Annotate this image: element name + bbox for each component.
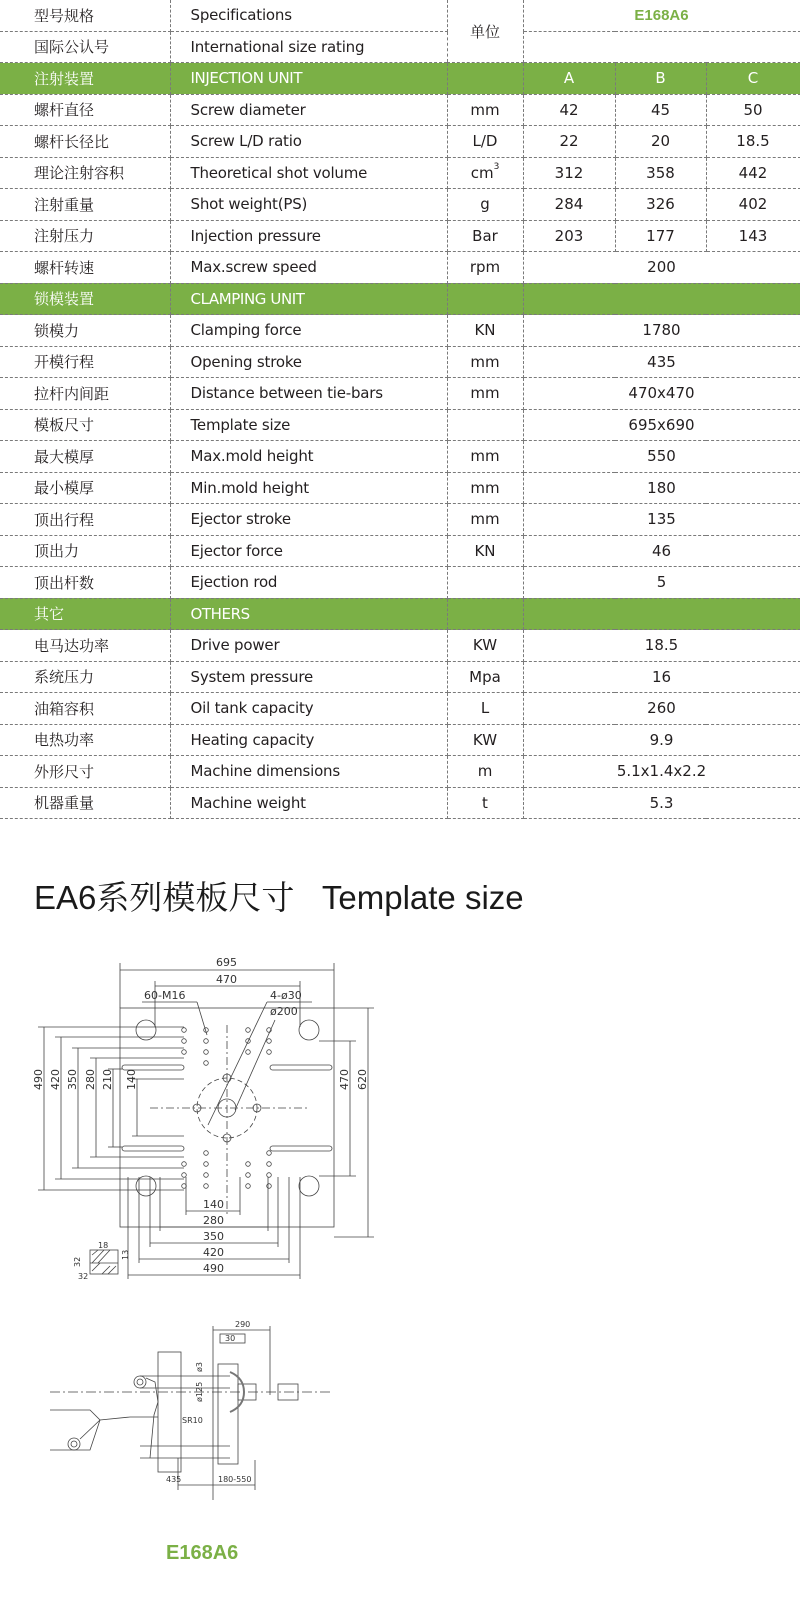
param-name-cn: 理论注射容积 <box>0 157 170 189</box>
param-name-en: System pressure <box>170 661 447 693</box>
param-unit <box>447 157 523 189</box>
tslot-dim-32-b: 32 <box>78 1272 89 1280</box>
param-value: 18.5 <box>706 126 800 158</box>
spec-row <box>0 409 800 441</box>
unit-header: 单位 <box>447 0 523 63</box>
dim-left-210: 210 <box>101 1069 114 1090</box>
spec-row <box>0 126 800 158</box>
param-value: 326 <box>615 189 706 221</box>
param-unit: L/D <box>447 126 523 158</box>
section-title-cn: 注射装置 <box>0 63 170 95</box>
param-name-cn: 注射重量 <box>0 189 170 221</box>
param-name-cn: 最小模厚 <box>0 472 170 504</box>
param-value: 42 <box>523 94 615 126</box>
param-value: 5 <box>523 567 800 599</box>
param-value: 550 <box>523 441 800 473</box>
spec-cn-label: 型号规格 <box>0 0 170 31</box>
spec-row <box>0 189 800 221</box>
param-value: 135 <box>523 504 800 536</box>
param-value: 9.9 <box>523 724 800 756</box>
section-title-cn: 锁模装置 <box>0 283 170 315</box>
param-unit: rpm <box>447 252 523 284</box>
param-name-cn: 螺杆转速 <box>0 252 170 284</box>
model-caption: E168A6 <box>166 1542 239 1564</box>
spec-row <box>0 661 800 693</box>
spec-row <box>0 693 800 725</box>
param-name-en: Machine dimensions <box>170 756 447 788</box>
param-unit: Bar <box>447 220 523 252</box>
param-name-cn: 最大模厚 <box>0 441 170 473</box>
dim-bottom-350: 350 <box>203 1230 224 1243</box>
param-name-cn: 电热功率 <box>0 724 170 756</box>
param-name-en: Min.mold height <box>170 472 447 504</box>
side-dim-180-550: 180-550 <box>218 1475 252 1484</box>
param-name-en: Screw L/D ratio <box>170 126 447 158</box>
nozzle-dia: ø3 <box>195 1362 204 1372</box>
dim-left-420: 420 <box>49 1069 62 1090</box>
spec-row <box>0 315 800 347</box>
param-value: 16 <box>523 661 800 693</box>
param-value: 260 <box>523 693 800 725</box>
dim-left-280: 280 <box>84 1069 97 1090</box>
rating-value <box>523 31 800 63</box>
param-value: 20 <box>615 126 706 158</box>
param-value: 358 <box>615 157 706 189</box>
callout-holes: 60-M16 <box>144 989 186 1002</box>
param-name-en: Machine weight <box>170 787 447 819</box>
param-name-en: Opening stroke <box>170 346 447 378</box>
param-name-cn: 锁模力 <box>0 315 170 347</box>
screw-type-2: C <box>706 63 800 95</box>
dim-left-350: 350 <box>66 1069 79 1090</box>
param-value: 284 <box>523 189 615 221</box>
param-unit: L <box>447 693 523 725</box>
param-unit: t <box>447 787 523 819</box>
spec-row <box>0 441 800 473</box>
rating-cn-label: 国际公认号 <box>0 31 170 63</box>
param-name-en: Clamping force <box>170 315 447 347</box>
section-title-en: INJECTION UNIT <box>170 63 447 95</box>
param-name-cn: 电马达功率 <box>0 630 170 662</box>
locating-ring-dia: ø125 <box>195 1381 204 1402</box>
spec-row <box>0 378 800 410</box>
sphere-radius: SR10 <box>182 1416 203 1425</box>
param-name-en: Shot weight(PS) <box>170 189 447 221</box>
section-unit-blank <box>447 63 523 95</box>
param-name-cn: 外形尺寸 <box>0 756 170 788</box>
tslot-dim-32-a: 32 <box>73 1256 82 1267</box>
section-unit-blank <box>447 283 523 315</box>
param-unit: mm <box>447 346 523 378</box>
model-name: E168A6 <box>523 0 800 31</box>
dim-bottom-490: 490 <box>203 1262 224 1275</box>
section-unit-blank <box>447 598 523 630</box>
param-name-en: Max.screw speed <box>170 252 447 284</box>
platen-template-drawing <box>30 945 380 1280</box>
param-unit: KN <box>447 315 523 347</box>
param-name-cn: 系统压力 <box>0 661 170 693</box>
dim-right-620: 620 <box>356 1069 369 1090</box>
param-unit: mm <box>447 441 523 473</box>
param-value: 695x690 <box>523 409 800 441</box>
side-dim-435: 435 <box>166 1475 182 1484</box>
param-value: 22 <box>523 126 615 158</box>
param-value: 442 <box>706 157 800 189</box>
spec-row <box>0 157 800 189</box>
spec-row <box>0 472 800 504</box>
param-value: 180 <box>523 472 800 504</box>
param-unit: mm <box>447 504 523 536</box>
param-unit: m <box>447 756 523 788</box>
param-unit: g <box>447 189 523 221</box>
param-name-en: Screw diameter <box>170 94 447 126</box>
spec-row <box>0 630 800 662</box>
param-value: 177 <box>615 220 706 252</box>
param-unit: Mpa <box>447 661 523 693</box>
param-name-en: Oil tank capacity <box>170 693 447 725</box>
param-name-cn: 注射压力 <box>0 220 170 252</box>
spec-row <box>0 756 800 788</box>
section-title-en: OTHERS <box>170 598 447 630</box>
param-unit: KW <box>447 724 523 756</box>
param-value: 470x470 <box>523 378 800 410</box>
spec-row <box>0 787 800 819</box>
param-name-en: Ejector force <box>170 535 447 567</box>
tslot-dim-13: 13 <box>121 1249 130 1260</box>
spec-row <box>0 567 800 599</box>
param-value: 45 <box>615 94 706 126</box>
dim-right-470: 470 <box>338 1069 351 1090</box>
param-unit: KW <box>447 630 523 662</box>
side-dim-30: 30 <box>225 1334 236 1343</box>
param-name-cn: 模板尺寸 <box>0 409 170 441</box>
side-view-drawing <box>30 1320 350 1520</box>
spec-row <box>0 252 800 284</box>
spec-row <box>0 535 800 567</box>
param-name-en: Distance between tie-bars <box>170 378 447 410</box>
param-value: 203 <box>523 220 615 252</box>
spec-row <box>0 724 800 756</box>
param-name-cn: 螺杆直径 <box>0 94 170 126</box>
section-value-blank <box>523 283 800 315</box>
section-header-injection <box>0 63 800 95</box>
callout-ring: ø200 <box>270 1005 298 1018</box>
param-value: 402 <box>706 189 800 221</box>
section-header-clamping <box>0 283 800 315</box>
screw-type-1: B <box>615 63 706 95</box>
param-value: 435 <box>523 346 800 378</box>
unit-superscript: 3 <box>493 161 500 172</box>
param-unit: mm <box>447 378 523 410</box>
section-header-others <box>0 598 800 630</box>
param-unit <box>447 567 523 599</box>
param-name-cn: 油箱容积 <box>0 693 170 725</box>
param-name-en: Ejector stroke <box>170 504 447 536</box>
screw-type-0: A <box>523 63 615 95</box>
param-name-en: Injection pressure <box>170 220 447 252</box>
spec-row <box>0 504 800 536</box>
row-rating <box>0 31 800 63</box>
param-name-en: Theoretical shot volume <box>170 157 447 189</box>
rating-en-label: International size rating <box>170 31 447 63</box>
param-unit: mm <box>447 94 523 126</box>
param-unit: KN <box>447 535 523 567</box>
param-name-cn: 机器重量 <box>0 787 170 819</box>
spec-row <box>0 346 800 378</box>
dim-470-top: 470 <box>216 973 237 986</box>
param-value: 18.5 <box>523 630 800 662</box>
row-specifications <box>0 0 800 31</box>
param-unit: mm <box>447 472 523 504</box>
dim-bottom-280: 280 <box>203 1214 224 1227</box>
param-name-en: Template size <box>170 409 447 441</box>
param-unit <box>447 409 523 441</box>
spec-en-label: Specifications <box>170 0 447 31</box>
section-title-en: CLAMPING UNIT <box>170 283 447 315</box>
param-value: 46 <box>523 535 800 567</box>
param-name-cn: 开模行程 <box>0 346 170 378</box>
spec-row <box>0 94 800 126</box>
param-name-en: Ejection rod <box>170 567 447 599</box>
section-title-cn: 其它 <box>0 598 170 630</box>
param-value: 143 <box>706 220 800 252</box>
param-value: 5.1x1.4x2.2 <box>523 756 800 788</box>
spec-row <box>0 220 800 252</box>
param-name-en: Heating capacity <box>170 724 447 756</box>
dim-bottom-420: 420 <box>203 1246 224 1259</box>
dim-bottom-140: 140 <box>203 1198 224 1211</box>
param-name-cn: 顶出杆数 <box>0 567 170 599</box>
param-value: 200 <box>523 252 800 284</box>
template-size-title: EA6系列模板尺寸 Template size <box>34 879 524 916</box>
param-value: 1780 <box>523 315 800 347</box>
dim-695: 695 <box>216 956 237 969</box>
param-name-cn: 拉杆内间距 <box>0 378 170 410</box>
param-name-cn: 顶出行程 <box>0 504 170 536</box>
param-name-cn: 顶出力 <box>0 535 170 567</box>
param-value: 312 <box>523 157 615 189</box>
param-value: 50 <box>706 94 800 126</box>
param-value: 5.3 <box>523 787 800 819</box>
param-name-cn: 螺杆长径比 <box>0 126 170 158</box>
section-value-blank <box>523 598 800 630</box>
tslot-dim-18: 18 <box>98 1241 109 1250</box>
unit-base: cm <box>470 163 494 182</box>
dim-left-140: 140 <box>125 1069 138 1090</box>
param-name-en: Drive power <box>170 630 447 662</box>
callout-tiebar: 4-ø30 <box>270 989 302 1002</box>
side-dim-290: 290 <box>235 1320 251 1329</box>
param-name-en: Max.mold height <box>170 441 447 473</box>
dim-left-490: 490 <box>32 1069 45 1090</box>
